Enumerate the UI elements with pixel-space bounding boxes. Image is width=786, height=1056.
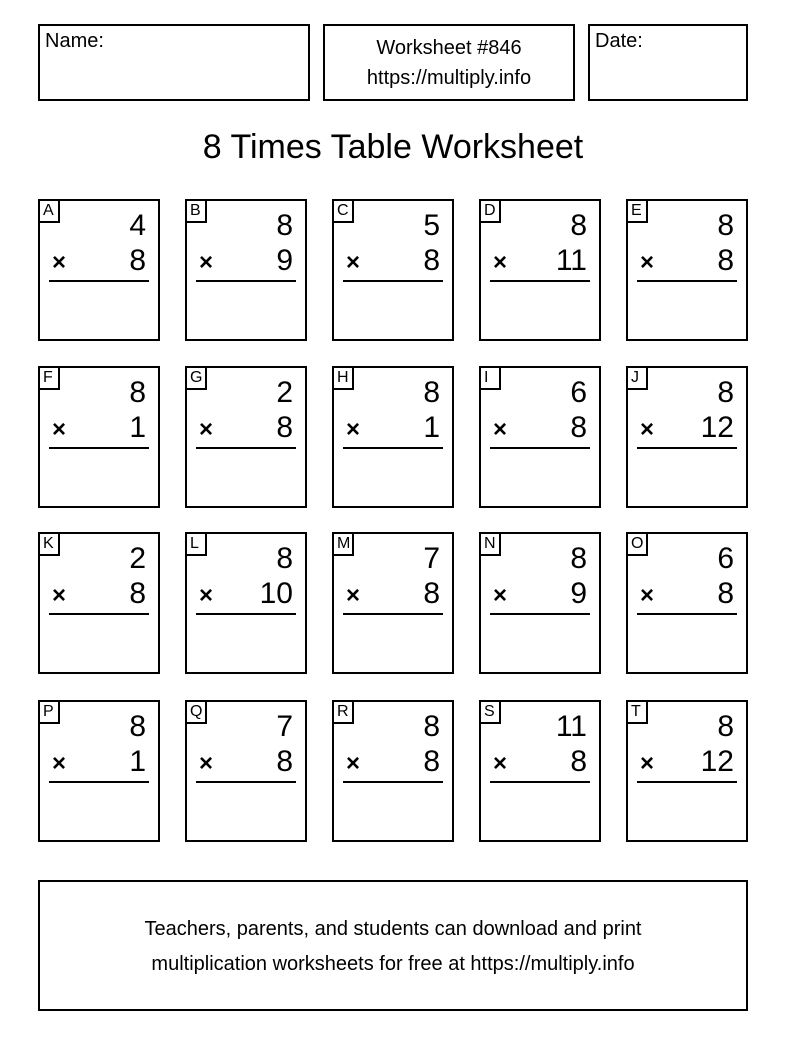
multiplier: 8: [423, 745, 440, 778]
multiplier: 8: [717, 244, 734, 277]
multiplicand: 8: [276, 542, 293, 575]
multiplier: 8: [570, 745, 587, 778]
multiplicand: 8: [423, 710, 440, 743]
multiplicand: 8: [129, 376, 146, 409]
multiplier: 8: [717, 577, 734, 610]
problem-letter: N: [479, 532, 501, 556]
multiplicand: 8: [717, 209, 734, 242]
times-sign: ×: [493, 416, 508, 443]
times-sign: ×: [640, 416, 655, 443]
worksheet-url: https://multiply.info: [366, 67, 532, 89]
problem-card[interactable]: [479, 532, 601, 674]
problem-letter: M: [332, 532, 354, 556]
multiplicand: 2: [129, 542, 146, 575]
multiplier: 8: [423, 577, 440, 610]
times-sign: ×: [640, 582, 655, 609]
answer-rule: [637, 447, 737, 449]
times-sign: ×: [199, 416, 214, 443]
multiplicand: 8: [570, 542, 587, 575]
multiplier: 12: [700, 411, 734, 444]
times-sign: ×: [640, 750, 655, 777]
problem-card[interactable]: [38, 199, 160, 341]
problem-card[interactable]: [626, 532, 748, 674]
times-sign: ×: [52, 582, 67, 609]
multiplicand: 5: [423, 209, 440, 242]
problem-letter: A: [38, 199, 60, 223]
problem-letter: E: [626, 199, 648, 223]
multiplier: 11: [555, 244, 587, 277]
problem-letter: R: [332, 700, 354, 724]
problem-card[interactable]: [479, 199, 601, 341]
multiplier: 8: [276, 745, 293, 778]
problem-card[interactable]: [185, 366, 307, 508]
multiplier: 8: [423, 244, 440, 277]
answer-rule: [637, 781, 737, 783]
answer-rule: [196, 781, 296, 783]
multiplier: 1: [129, 745, 146, 778]
problem-card[interactable]: [38, 700, 160, 842]
multiplicand: 6: [717, 542, 734, 575]
problem-letter: T: [626, 700, 648, 724]
times-sign: ×: [640, 249, 655, 276]
problem-letter: H: [332, 366, 354, 390]
times-sign: ×: [52, 750, 67, 777]
multiplier: 8: [570, 411, 587, 444]
footer-line-1: Teachers, parents, and students can download and print: [144, 918, 642, 940]
problem-card[interactable]: [332, 700, 454, 842]
problem-letter: C: [332, 199, 354, 223]
times-sign: ×: [199, 249, 214, 276]
answer-rule: [343, 280, 443, 282]
problem-card[interactable]: [479, 700, 601, 842]
multiplicand: 8: [129, 710, 146, 743]
problem-card[interactable]: [38, 532, 160, 674]
problem-card[interactable]: [332, 366, 454, 508]
problem-letter: D: [479, 199, 501, 223]
times-sign: ×: [52, 249, 67, 276]
worksheet-number: Worksheet #846: [376, 37, 522, 59]
answer-rule: [343, 613, 443, 615]
multiplier: 10: [259, 577, 293, 610]
date-field-box[interactable]: [588, 24, 748, 101]
multiplier: 1: [423, 411, 440, 444]
answer-rule: [196, 280, 296, 282]
multiplicand: 2: [276, 376, 293, 409]
times-sign: ×: [199, 582, 214, 609]
answer-rule: [49, 613, 149, 615]
answer-rule: [49, 447, 149, 449]
multiplicand: 8: [276, 209, 293, 242]
answer-rule: [49, 280, 149, 282]
times-sign: ×: [346, 750, 361, 777]
multiplier: 8: [276, 411, 293, 444]
answer-rule: [343, 781, 443, 783]
answer-rule: [490, 613, 590, 615]
answer-rule: [637, 613, 737, 615]
multiplicand: 8: [717, 376, 734, 409]
problem-letter: B: [185, 199, 207, 223]
problem-letter: K: [38, 532, 60, 556]
multiplier: 9: [570, 577, 587, 610]
times-sign: ×: [493, 582, 508, 609]
footer-line-2: multiplication worksheets for free at https://multiply.info: [151, 953, 635, 975]
answer-rule: [637, 280, 737, 282]
multiplicand: 11: [555, 710, 587, 743]
multiplier: 8: [129, 244, 146, 277]
problem-card[interactable]: [626, 366, 748, 508]
problem-letter: Q: [185, 700, 207, 724]
name-field-box[interactable]: [38, 24, 310, 101]
answer-rule: [490, 280, 590, 282]
answer-rule: [196, 447, 296, 449]
problem-letter: P: [38, 700, 60, 724]
problem-letter: O: [626, 532, 648, 556]
page-title: 8 Times Table Worksheet: [202, 128, 584, 166]
multiplicand: 7: [276, 710, 293, 743]
problem-card[interactable]: [626, 700, 748, 842]
times-sign: ×: [346, 582, 361, 609]
times-sign: ×: [52, 416, 67, 443]
name-label: Name:: [45, 30, 104, 52]
answer-rule: [490, 781, 590, 783]
problem-card[interactable]: [185, 532, 307, 674]
times-sign: ×: [346, 416, 361, 443]
multiplier: 9: [276, 244, 293, 277]
problem-card[interactable]: [185, 199, 307, 341]
multiplicand: 4: [129, 209, 146, 242]
multiplicand: 8: [423, 376, 440, 409]
times-sign: ×: [493, 249, 508, 276]
multiplicand: 6: [570, 376, 587, 409]
problem-card[interactable]: [332, 532, 454, 674]
date-label: Date:: [595, 30, 643, 52]
multiplicand: 7: [423, 542, 440, 575]
multiplier: 12: [700, 745, 734, 778]
problem-letter: F: [38, 366, 60, 390]
multiplicand: 8: [570, 209, 587, 242]
multiplicand: 8: [717, 710, 734, 743]
worksheet-info-box: [323, 24, 575, 101]
multiplier: 1: [129, 411, 146, 444]
answer-rule: [196, 613, 296, 615]
times-sign: ×: [199, 750, 214, 777]
problem-letter: L: [185, 532, 207, 556]
problem-card[interactable]: [38, 366, 160, 508]
times-sign: ×: [493, 750, 508, 777]
answer-rule: [490, 447, 590, 449]
problem-card[interactable]: [332, 199, 454, 341]
answer-rule: [49, 781, 149, 783]
footer-box: [38, 880, 748, 1011]
problem-card[interactable]: [185, 700, 307, 842]
problem-card[interactable]: [479, 366, 601, 508]
multiplier: 8: [129, 577, 146, 610]
problem-letter: G: [185, 366, 207, 390]
answer-rule: [343, 447, 443, 449]
problem-letter: I: [479, 366, 501, 390]
times-sign: ×: [346, 249, 361, 276]
problem-card[interactable]: [626, 199, 748, 341]
problem-letter: S: [479, 700, 501, 724]
problem-letter: J: [626, 366, 648, 390]
